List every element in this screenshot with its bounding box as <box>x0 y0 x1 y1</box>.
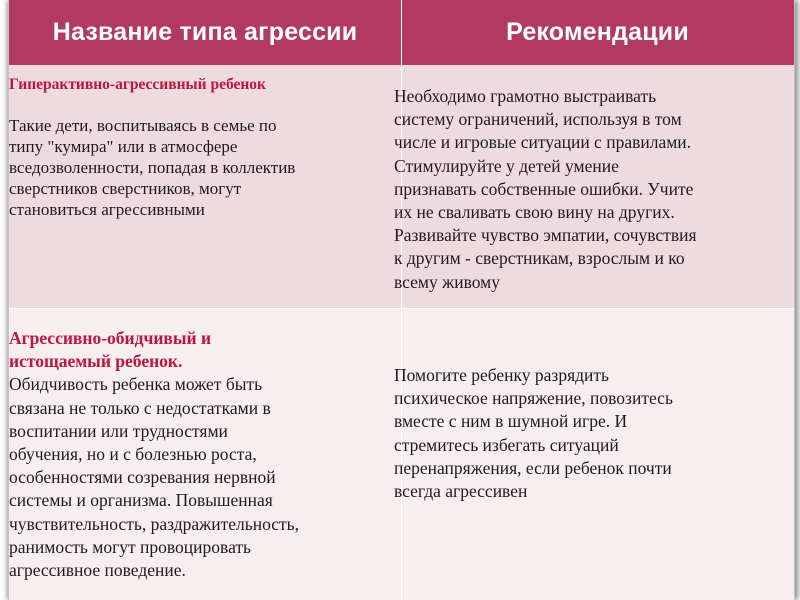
text-line: всему живому <box>394 271 500 292</box>
text-line: особенностями созревания нервной <box>9 467 276 488</box>
text-line: числе и игровые ситуации с правилами. <box>394 132 692 153</box>
row1-type-cell <box>9 74 387 220</box>
row1-type-title: Гиперактивно-агрессивный ребенок <box>9 76 266 93</box>
text-line: систему ограничений, используя в том <box>394 109 682 130</box>
row1-recommendation-cell <box>394 85 784 294</box>
text-line: связана не только с недостатками в <box>9 397 271 418</box>
row2-recommendation-cell <box>394 364 784 503</box>
text-line: Развивайте чувство эмпатии, сочувствия <box>394 225 697 246</box>
text-line: обучения, но и с болезнью роста, <box>9 444 257 465</box>
text-line: психическое напряжение, повозитесь <box>394 388 673 409</box>
text-line: сверстников сверстников, могут <box>9 179 242 198</box>
header-cell-type-name: Название типа агрессии <box>52 18 358 46</box>
text-line: вседозволенности, попадая в коллектив <box>9 158 296 177</box>
header-cell-recommendations: Рекомендации <box>506 18 689 46</box>
text-line: системы и организма. Повышенная <box>9 490 273 511</box>
text-line: Обидчивость ребенка может быть <box>9 374 263 395</box>
text-line: признавать собственные ошибки. Учите <box>394 178 694 199</box>
text-line: Стимулируйте у детей умение <box>394 155 619 176</box>
text-line: перенапряжения, если ребенок почти <box>394 457 672 478</box>
text-line: к другим - сверстникам, взрослым и ко <box>394 248 685 269</box>
text-line: чувствительность, раздражительность, <box>9 513 300 534</box>
text-line: становиться агрессивными <box>9 200 205 219</box>
text-line: Помогите ребенку разрядить <box>394 365 610 385</box>
text-line: вместе с ним в шумной игре. И <box>394 411 628 432</box>
text-line: их не сваливать свою вину на других. <box>394 202 675 223</box>
row2-type-cell <box>9 327 387 582</box>
row2-type-title-line: истощаемый ребенок. <box>9 351 183 372</box>
text-line: типу "кумира" или в атмосфере <box>9 137 238 156</box>
text-line: Необходимо грамотно выстраивать <box>394 86 657 106</box>
row2-type-title-line: Агрессивно-обидчивый и <box>9 328 212 348</box>
row1-type-description <box>9 115 387 220</box>
text-line: Такие дети, воспитываясь в семье по <box>9 116 277 135</box>
text-line: всегда агрессивен <box>394 481 528 502</box>
text-line: воспитании или трудностями <box>9 420 228 441</box>
text-line: ранимость могут провоцировать <box>9 536 252 557</box>
text-line: агрессивное поведение. <box>9 560 186 581</box>
text-line: стремитесь избегать ситуаций <box>394 434 619 455</box>
